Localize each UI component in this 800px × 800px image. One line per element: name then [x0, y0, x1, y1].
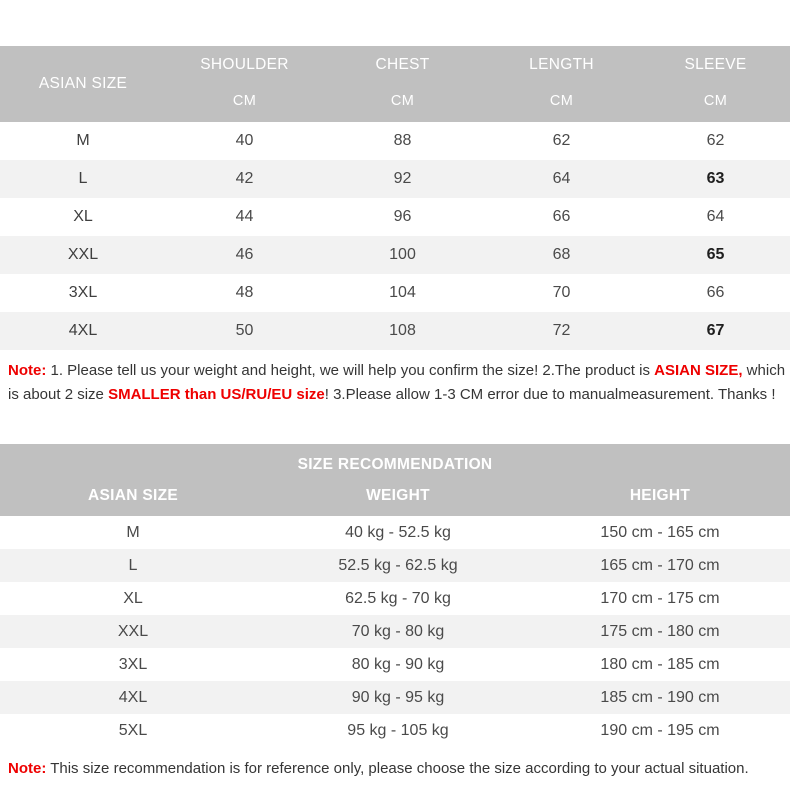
- cell-shoulder: 50: [235, 322, 254, 339]
- table-row: [0, 648, 790, 681]
- recommendation-table-head: [0, 444, 790, 516]
- column-header-asian-size: [0, 46, 166, 122]
- column-header-length-label: LENGTH: [529, 56, 594, 73]
- cell-size: XL: [123, 589, 143, 607]
- cell-shoulder: 46: [235, 246, 254, 263]
- cell-weight: 95 kg - 105 kg: [347, 721, 449, 739]
- cell-sleeve: 67: [706, 322, 725, 339]
- cell-weight: 90 kg - 95 kg: [351, 688, 445, 706]
- recommendation-table: [0, 444, 790, 747]
- recommendation-note: [8, 757, 792, 781]
- cell-chest: 96: [393, 208, 412, 225]
- cell-length: 72: [552, 322, 571, 339]
- cell-size: XXL: [67, 246, 99, 263]
- note-text-part-1: 1. Please tell us your weight and height, we will help you confirm the size! 2.The product is: [46, 362, 655, 379]
- cell-weight: 62.5 kg - 70 kg: [345, 589, 451, 607]
- column-header-asian-size: ASIAN SIZE: [88, 487, 178, 504]
- column-header-length-unit: CM: [549, 93, 574, 110]
- measurement-note: [8, 359, 792, 408]
- cell-height: 190 cm - 195 cm: [600, 721, 720, 739]
- table-row: [0, 236, 790, 274]
- cell-chest: 100: [389, 246, 416, 263]
- cell-shoulder: 44: [235, 208, 254, 225]
- recommendation-header-row: [0, 480, 790, 516]
- cell-size: L: [78, 170, 88, 187]
- cell-height: 150 cm - 165 cm: [600, 523, 720, 541]
- column-header-sleeve-label: SLEEVE: [684, 56, 747, 73]
- cell-length: 70: [552, 284, 571, 301]
- table-row: [0, 312, 790, 350]
- cell-weight: 52.5 kg - 62.5 kg: [338, 556, 458, 574]
- table-row: [0, 516, 790, 549]
- cell-sleeve: 63: [706, 170, 725, 187]
- table-row: [0, 714, 790, 747]
- measurement-table: [0, 46, 790, 350]
- table-row: [0, 681, 790, 714]
- cell-height: 175 cm - 180 cm: [600, 622, 720, 640]
- cell-sleeve: 65: [706, 246, 725, 263]
- column-header-chest: [323, 46, 482, 122]
- recommendation-table-body: [0, 516, 790, 747]
- column-header-length: [482, 46, 641, 122]
- cell-size: 4XL: [118, 688, 148, 706]
- column-header-sleeve: [641, 46, 790, 122]
- cell-weight: 80 kg - 90 kg: [351, 655, 445, 673]
- cell-chest: 92: [393, 170, 412, 187]
- cell-size: 4XL: [68, 322, 98, 339]
- cell-length: 62: [552, 132, 571, 149]
- table-row: [0, 274, 790, 312]
- recommendation-title-row: [0, 444, 790, 480]
- table-row: [0, 582, 790, 615]
- column-header-asian-size-label: ASIAN SIZE: [38, 75, 128, 93]
- cell-chest: 88: [393, 132, 412, 149]
- measurement-table-head: [0, 46, 790, 122]
- column-header-shoulder: [166, 46, 323, 122]
- column-header-weight: WEIGHT: [366, 487, 430, 504]
- measurement-table-body: [0, 122, 790, 350]
- cell-length: 64: [552, 170, 571, 187]
- cell-shoulder: 48: [235, 284, 254, 301]
- cell-size: M: [76, 132, 90, 149]
- cell-shoulder: 42: [235, 170, 254, 187]
- cell-sleeve: 62: [706, 132, 725, 149]
- note-text-part-3: ! 3.Please allow 1-3 CM error due to manualmeasurement. Thanks !: [324, 386, 776, 404]
- column-header-height: HEIGHT: [629, 487, 691, 504]
- cell-size: L: [128, 556, 138, 574]
- measurement-table-container: [0, 46, 790, 350]
- cell-size: XL: [73, 208, 93, 225]
- table-row: [0, 160, 790, 198]
- note-highlight-smaller: SMALLER than US/RU/EU size: [108, 386, 325, 404]
- cell-length: 68: [552, 246, 571, 263]
- cell-size: 3XL: [118, 655, 148, 673]
- cell-height: 180 cm - 185 cm: [600, 655, 720, 673]
- note-text: This size recommendation is for reference only, please choose the size according to your actual situation.: [46, 760, 749, 777]
- cell-chest: 104: [389, 284, 416, 301]
- cell-height: 170 cm - 175 cm: [600, 589, 720, 607]
- table-row: [0, 615, 790, 648]
- cell-height: 165 cm - 170 cm: [600, 556, 720, 574]
- cell-size: XXL: [117, 622, 149, 640]
- cell-size: M: [126, 523, 140, 541]
- table-row: [0, 198, 790, 236]
- table-row: [0, 122, 790, 160]
- table-row: [0, 549, 790, 582]
- cell-shoulder: 40: [235, 132, 254, 149]
- column-header-chest-unit: CM: [390, 93, 415, 110]
- column-header-chest-label: CHEST: [375, 56, 430, 73]
- cell-sleeve: 66: [706, 284, 725, 301]
- note-label: Note:: [8, 362, 47, 379]
- note-highlight-asian-size: ASIAN SIZE,: [654, 362, 743, 379]
- column-header-shoulder-unit: CM: [232, 93, 257, 110]
- cell-size: 5XL: [118, 721, 148, 739]
- cell-size: 3XL: [68, 284, 98, 301]
- note-text-part-2: which is about 2 size: [8, 362, 786, 404]
- cell-weight: 40 kg - 52.5 kg: [345, 523, 451, 541]
- cell-weight: 70 kg - 80 kg: [351, 622, 445, 640]
- column-header-sleeve-unit: CM: [703, 93, 728, 110]
- cell-length: 66: [552, 208, 571, 225]
- cell-chest: 108: [389, 322, 416, 339]
- measurement-header-row: [0, 46, 790, 122]
- recommendation-table-container: [0, 444, 790, 747]
- note-label: Note:: [8, 760, 47, 777]
- column-header-shoulder-label: SHOULDER: [200, 56, 289, 73]
- cell-height: 185 cm - 190 cm: [600, 688, 720, 706]
- recommendation-title: SIZE RECOMMENDATION: [297, 456, 493, 473]
- cell-sleeve: 64: [706, 208, 725, 225]
